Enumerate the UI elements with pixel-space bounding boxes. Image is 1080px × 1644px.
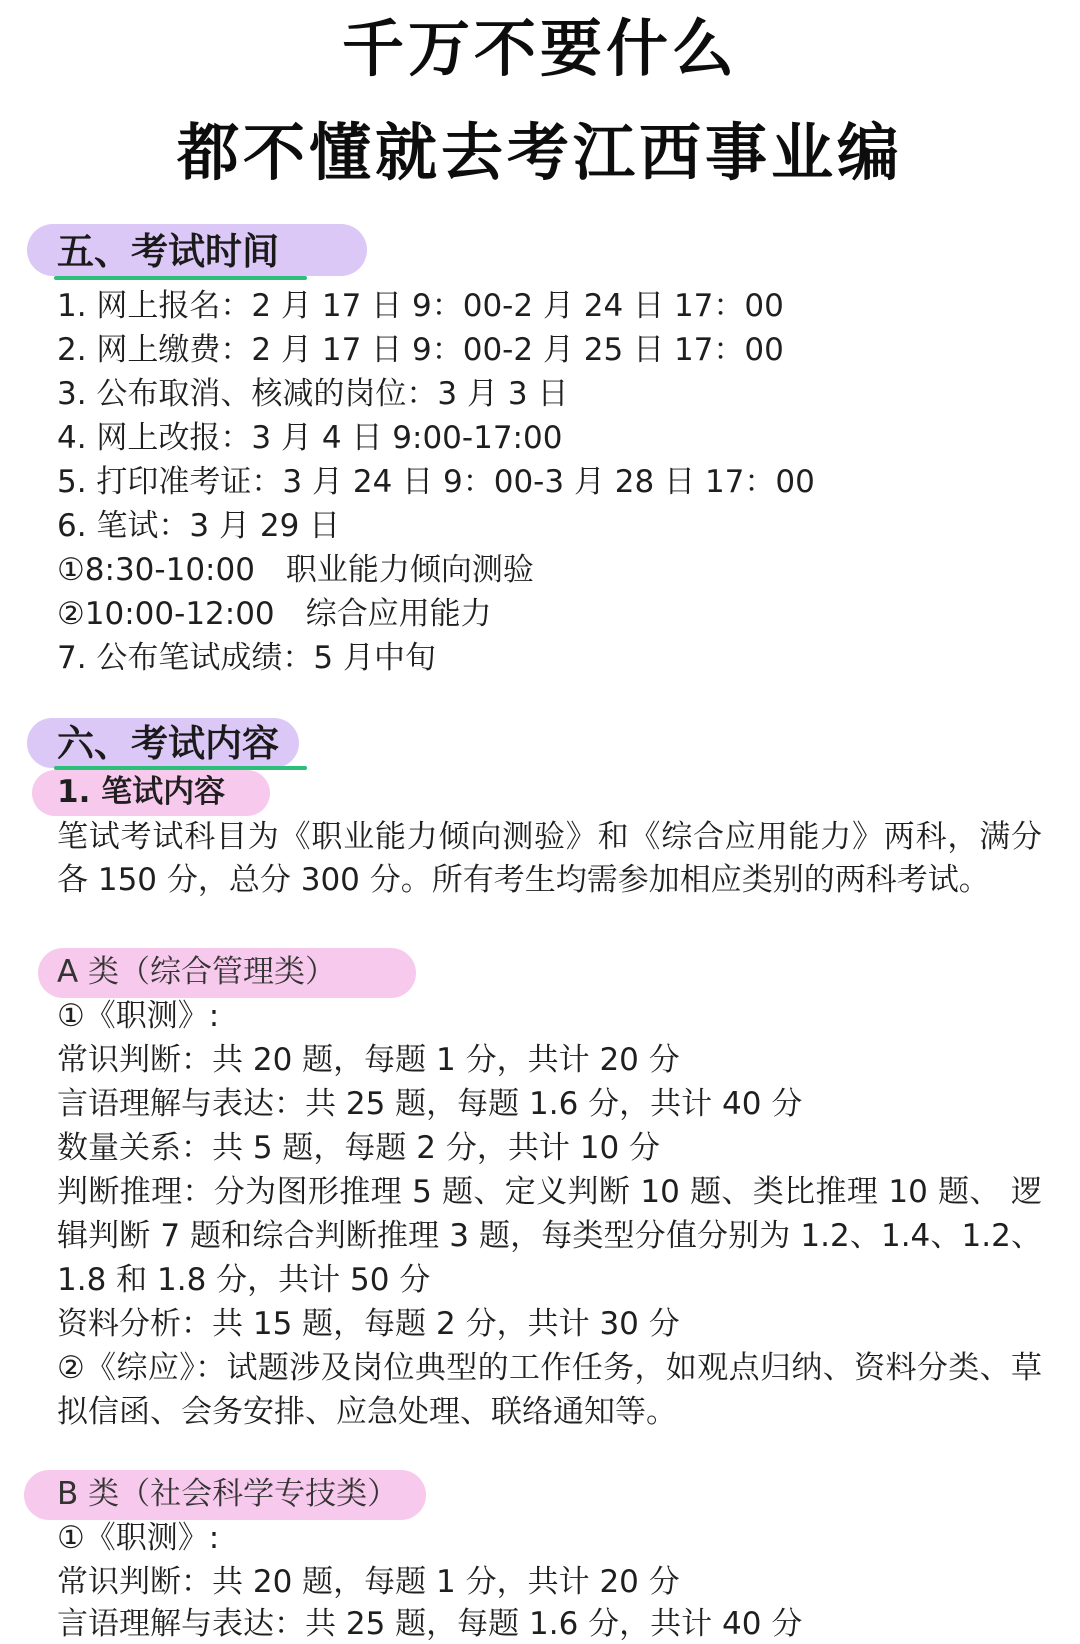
- category-a-line: 常识判断：共 20 题，每题 1 分，共计 20 分: [57, 1042, 680, 1078]
- schedule-item: 5. 打印准考证：3 月 24 日 9：00-3 月 28 日 17：00: [57, 464, 815, 500]
- category-b-zhice-label: ①《职测》:: [57, 1520, 220, 1556]
- category-a-data-analysis: 资料分析：共 15 题，每题 2 分，共计 30 分: [57, 1306, 680, 1342]
- category-a-label: A 类（综合管理类）: [57, 954, 337, 990]
- section-5-heading: 五、考试时间: [57, 230, 279, 273]
- written-exam-subheading: 1. 笔试内容: [57, 774, 226, 810]
- schedule-item: 2. 网上缴费：2 月 17 日 9：00-2 月 25 日 17：00: [57, 332, 784, 368]
- schedule-item: 4. 网上改报：3 月 4 日 9:00-17:00: [57, 420, 563, 456]
- category-a-zhice-label: ①《职测》:: [57, 998, 220, 1034]
- schedule-item: 6. 笔试：3 月 29 日: [57, 508, 341, 544]
- page-title-line-2: 都不懂就去考江西事业编: [176, 116, 903, 189]
- schedule-item: 1. 网上报名：2 月 17 日 9：00-2 月 24 日 17：00: [57, 288, 784, 324]
- schedule-item: ①8:30-10:00 职业能力倾向测验: [57, 552, 534, 588]
- schedule-item: 7. 公布笔试成绩：5 月中旬: [57, 640, 437, 676]
- category-b-line: 常识判断：共 20 题，每题 1 分，共计 20 分: [57, 1564, 680, 1600]
- category-a-line: 数量关系：共 5 题，每题 2 分，共计 10 分: [57, 1130, 661, 1166]
- category-a-zongying: ②《综应》：试题涉及岗位典型的工作任务，如观点归纳、资料分类、草拟信函、会务安排、应急处理、联络通知等。: [57, 1350, 1042, 1430]
- category-a-line: 言语理解与表达：共 25 题，每题 1.6 分，共计 40 分: [57, 1086, 803, 1122]
- schedule-item: 3. 公布取消、核减的岗位：3 月 3 日: [57, 376, 569, 412]
- page-title-line-1: 千万不要什么: [341, 12, 738, 85]
- category-b-line: 言语理解与表达：共 25 题，每题 1.6 分，共计 40 分: [57, 1606, 803, 1642]
- category-a-reasoning: 判断推理：分为图形推理 5 题、定义判断 10 题、类比推理 10 题、 逻辑判断 7 题和综合判断推理 3 题，每类型分值分别为 1.2、1.4、1.2、1.8 和 1.8 分，共计 50 分: [57, 1174, 1042, 1298]
- section-6-heading: 六、考试内容: [57, 722, 279, 765]
- section-5-underline: [54, 276, 307, 280]
- schedule-item: ②10:00-12:00 综合应用能力: [57, 596, 492, 632]
- written-exam-intro: 笔试考试科目为《职业能力倾向测验》和《综合应用能力》两科，满分各 150 分，总分 300 分。所有考生均需参加相应类别的两科考试。: [57, 819, 1042, 898]
- category-b-label: B 类（社会科学专技类）: [57, 1476, 399, 1512]
